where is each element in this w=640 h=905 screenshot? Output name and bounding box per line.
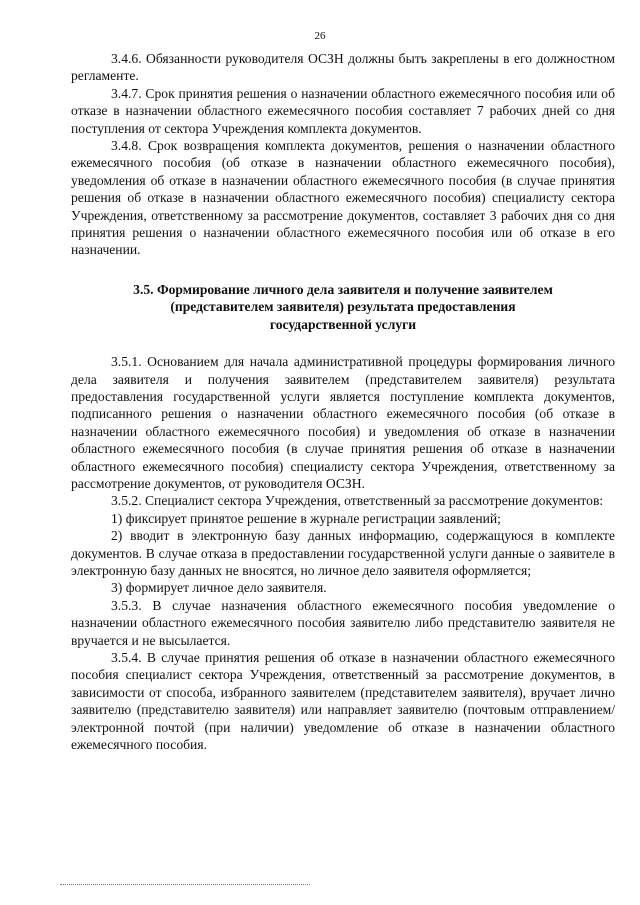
footer-divider [60,884,310,885]
page-number: 26 [314,30,326,42]
section-heading-3-5: 3.5. Формирование личного дела заявителя и получение заявителем (представителем заявителя) результата предоставления государственной услуги [133,281,553,332]
paragraph-3-5-4: 3.5.4. В случае принятия решения об отказе в назначении областного ежемесячного пособия специалист сектора Учреждения, ответственный за рассмотрение документов, в зависимости от способа, избранного заявителем (представителем заявителя), вручает лично заявителю (представителю заявителя) или направляет заявителю (почтовым отправлением/электронной почтой (при наличии) уведомление об отказе в назначении областного ежемесячного пособия. [71,650,615,753]
paragraph-3-5-1: 3.5.1. Основанием для начала административной процедуры формирования личного дела заявителя и получения заявителем (представителем заявителя) результата предоставления государственной услуги является поступление комплекта документов, подписанного решения о назначении областного ежемесячного пособия (об отказе в назначении областного ежемесячного пособия) и уведомления об отказе в назначении областного ежемесячного пособия (в случае принятия решения об отказе в назначении областного ежемесячного пособия) специалисту сектора Учреждения, ответственному за рассмотрение документов, от руководителя ОСЗН. [71,354,615,491]
paragraph-3-5-3: 3.5.3. В случае назначения областного ежемесячного пособия уведомление о назначении областного ежемесячного пособия заявителю либо представителю заявителя не вручается и не высылается. [71,597,615,648]
list-item-1: 1) фиксирует принятое решение в журнале регистрации заявлений; [111,510,501,526]
paragraph-3-4-6: 3.4.6. Обязанности руководителя ОСЗН должны быть закреплены в его должностном регламенте. [71,51,615,84]
paragraph-3-4-7: 3.4.7. Срок принятия решения о назначении областного ежемесячного пособия или об отказе в назначении областного ежемесячного пособия составляет 7 рабочих дней со дня поступления от сектора Учреждения комплекта документов. [71,85,615,136]
document-body [71,50,615,753]
list-item-2: 2) вводит в электронную базу данных информацию, содержащуюся в комплекте документов. В случае отказа в предоставлении государственной услуги данные о заявителе в электронную базу данных не вносятся, но личное дело заявителя оформляется; [71,528,615,578]
list-item-3: 3) формирует личное дело заявителя. [111,580,327,596]
paragraph-3-4-8: 3.4.8. Срок возвращения комплекта документов, решения о назначении областного ежемесячного пособия (об отказе в назначении областного ежемесячного пособия), уведомления об отказе в назначении областного ежемесячного пособия (в случае принятия решения об отказе в назначении областного ежемесячного пособия) специалисту сектора Учреждения, ответственному за рассмотрение документов, составляет 3 рабочих дня со дня принятия решения о назначении областного ежемесячного пособия или об отказе в его назначении. [71,138,615,258]
paragraph-3-5-2: 3.5.2. Специалист сектора Учреждения, ответственный за рассмотрение документов: [111,493,604,509]
